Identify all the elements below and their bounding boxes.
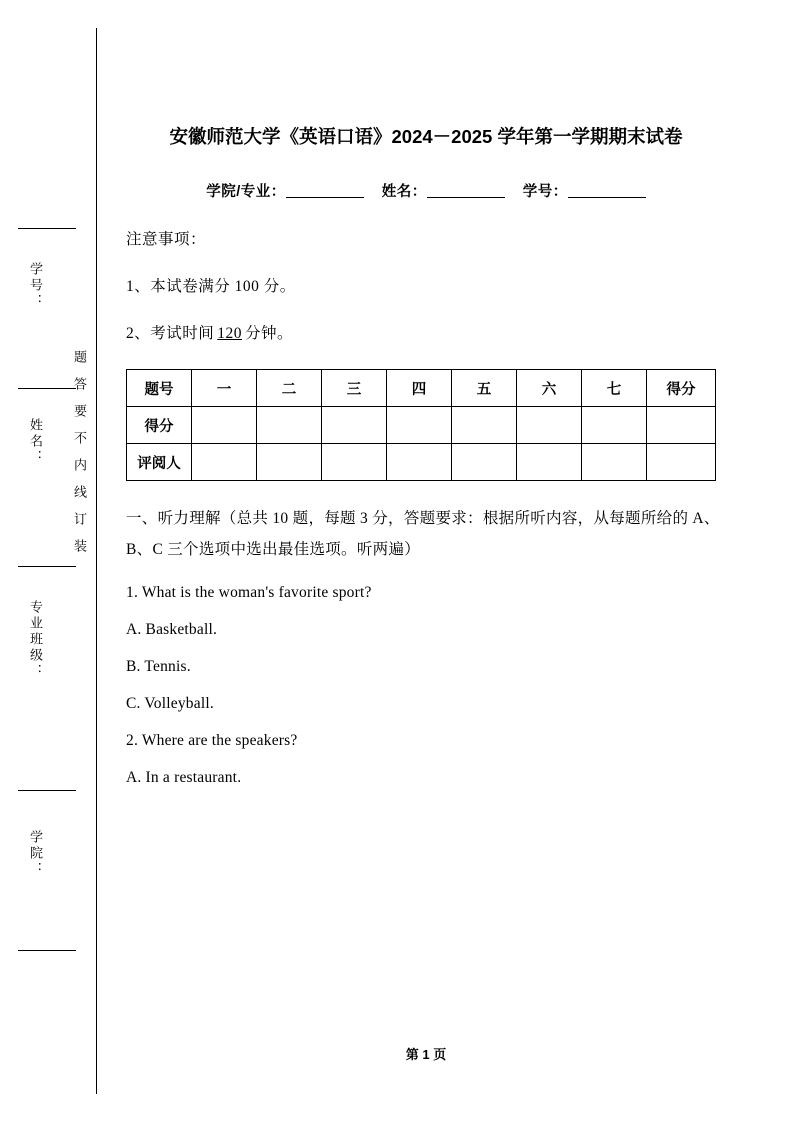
margin-label-college: 学院： (28, 830, 43, 878)
notice-heading: 注意事项： (126, 231, 207, 248)
page-footer-number: 第 1 页 (405, 1047, 447, 1062)
question-option: A. Basketball. (126, 621, 218, 638)
reviewer-cell[interactable] (582, 444, 647, 481)
score-table-row-header: 评阅人 (127, 444, 192, 481)
margin-rule-4 (18, 790, 76, 791)
reviewer-cell[interactable] (322, 444, 387, 481)
reviewer-cell[interactable] (647, 444, 716, 481)
margin-rule-5 (18, 950, 76, 951)
college-major-label: 学院/专业： (206, 184, 286, 200)
score-cell[interactable] (192, 407, 257, 444)
question-option: A. In a restaurant. (126, 769, 242, 786)
margin-rule-2 (18, 388, 76, 389)
question-item: 1. What is the woman's favorite sport? (126, 584, 372, 601)
score-table-col-header: 一 (192, 370, 257, 407)
student-info-line (126, 180, 726, 201)
score-table-row-header: 题号 (127, 370, 192, 407)
notice-item-1 (126, 274, 726, 296)
section-heading-listening: 一、听力理解（总共 10 题，每题 3 分，答题要求：根据所听内容，从每题所给的 A、B、C 三个选项中选出最佳选项。听两遍） (126, 510, 720, 558)
college-major-blank[interactable] (286, 183, 364, 198)
table-row (127, 407, 716, 444)
score-cell[interactable] (582, 407, 647, 444)
score-cell[interactable] (257, 407, 322, 444)
score-table-col-header: 七 (582, 370, 647, 407)
margin-rule-1 (18, 228, 76, 229)
score-table-col-header: 二 (257, 370, 322, 407)
notice-item-2-prefix: 2、考试时间 (126, 325, 215, 342)
reviewer-cell[interactable] (257, 444, 322, 481)
table-row (127, 370, 716, 407)
score-cell[interactable] (387, 407, 452, 444)
reviewer-cell[interactable] (387, 444, 452, 481)
notice-item-2 (126, 321, 726, 343)
score-cell[interactable] (452, 407, 517, 444)
notice-item-2-suffix: 分钟。 (245, 325, 294, 342)
name-blank[interactable] (427, 183, 505, 198)
margin-rule-3 (18, 566, 76, 567)
name-label: 姓名： (381, 184, 427, 200)
margin-label-name: 姓名： (28, 418, 43, 466)
score-cell[interactable] (517, 407, 582, 444)
margin-vertical-rule (96, 28, 97, 1094)
score-table-col-header: 四 (387, 370, 452, 407)
margin-label-class: 专业班级： (28, 600, 43, 680)
reviewer-cell[interactable] (192, 444, 257, 481)
reviewer-cell[interactable] (452, 444, 517, 481)
student-id-label: 学号： (522, 184, 568, 200)
margin-label-student-id: 学号： (28, 262, 43, 310)
score-cell[interactable] (647, 407, 716, 444)
score-table-col-header: 六 (517, 370, 582, 407)
binding-margin (0, 0, 120, 1122)
exam-paper-body (126, 0, 726, 1122)
exam-duration-value: 120 (217, 325, 243, 342)
score-cell[interactable] (322, 407, 387, 444)
score-table (126, 369, 716, 481)
question-option: B. Tennis. (126, 658, 191, 675)
reviewer-cell[interactable] (517, 444, 582, 481)
table-row (127, 444, 716, 481)
notice-item-1-text: 1、本试卷满分 100 分。 (126, 278, 296, 295)
score-table-col-header: 得分 (647, 370, 716, 407)
student-id-blank[interactable] (568, 183, 646, 198)
score-table-col-header: 三 (322, 370, 387, 407)
score-table-row-header: 得分 (127, 407, 192, 444)
page-title: 安徽师范大学《英语口语》2024－2025 学年第一学期期末试卷 (169, 126, 683, 147)
question-option: C. Volleyball. (126, 695, 214, 712)
margin-seal-line-text: 题答要不内线订装 (72, 350, 87, 566)
score-table-col-header: 五 (452, 370, 517, 407)
question-item: 2. Where are the speakers? (126, 732, 298, 749)
